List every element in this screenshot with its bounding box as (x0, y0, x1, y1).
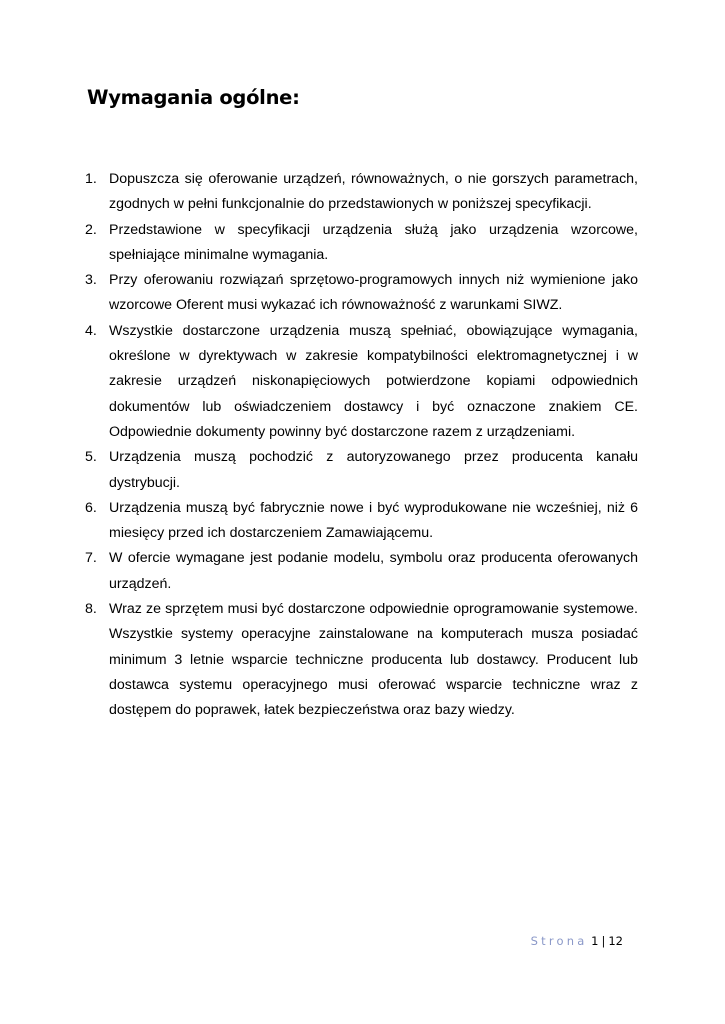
requirement-item-3 (85, 268, 638, 319)
requirement-text: W ofercie wymagane jest podanie modelu, symbolu oraz producenta oferowanych urządzeń. (109, 550, 638, 592)
list-number: 1. (85, 171, 97, 187)
requirement-text: Dopuszcza się oferowanie urządzeń, równoważnych, o nie gorszych parametrach, zgodnych w pełni funkcjonalnie do przedstawionych w poniższej specyfikacji. (109, 171, 638, 213)
list-number: 4. (85, 322, 97, 339)
requirement-item-5 (85, 445, 638, 496)
list-number: 5. (85, 449, 97, 466)
total-pages: 12 (608, 934, 623, 948)
page-word: Strona (530, 934, 588, 948)
list-number: 3. (85, 272, 97, 289)
current-page-number: 1 (591, 934, 599, 948)
requirement-item-2 (85, 218, 638, 269)
requirement-text: Urządzenia muszą pochodzić z autoryzowanego przez producenta kanału dystrybucji. (109, 449, 638, 491)
list-number: 6. (85, 499, 97, 516)
list-number: 7. (85, 550, 97, 567)
requirement-text: Urządzenia muszą być fabrycznie nowe i być wyprodukowane nie wcześniej, niż 6 miesięcy przed ich dostarczeniem Zamawiającemu. (109, 499, 638, 542)
list-number: 2. (85, 221, 97, 238)
requirement-text: Wraz ze sprzętem musi być dostarczone odpowiednie oprogramowanie systemowe. Wszystkie systemy operacyjne zainstalowane na komputerach musza posiadać minimum 3 letnie wsparcie techniczne producenta lub dostawcy. Producent lub dostawca systemu operacyjnego musi oferować wsparcie techniczne wraz z dostępem do poprawek, łatek bezpieczeństwa oraz bazy wiedzy. (109, 601, 638, 719)
page-footer (531, 934, 623, 948)
requirement-text: Wszystkie dostarczone urządzenia muszą spełniać, obowiązujące wymagania, określone w dyrektywach w zakresie kompatybilności elektromagnetycznej i w zakresie urządzeń niskonapięciowych potwierdzone kopiami odpowiednich dokumentów lub oświadczeniem dostawcy i być oznaczone znakiem CE. Odpowiednie dokumenty powinny być dostarczone razem z urządzeniami. (109, 322, 638, 440)
requirement-item-4 (85, 319, 638, 445)
list-number: 8. (85, 601, 97, 618)
requirement-item-1 (85, 167, 638, 218)
requirement-item-7 (85, 546, 638, 597)
page-heading: Wymagania ogólne: (87, 86, 300, 109)
requirement-item-8 (85, 597, 638, 723)
requirements-list (85, 167, 638, 724)
requirement-text: Przedstawione w specyfikacji urządzenia służą jako urządzenia wzorcowe, spełniające minimalne wymagania. (109, 221, 638, 263)
requirement-item-6 (85, 496, 638, 547)
page-separator: | (601, 934, 606, 948)
requirement-text: Przy oferowaniu rozwiązań sprzętowo-programowych innych niż wymienione jako wzorcowe Oferent musi wykazać ich równoważność z warunkami SIWZ. (109, 272, 638, 314)
